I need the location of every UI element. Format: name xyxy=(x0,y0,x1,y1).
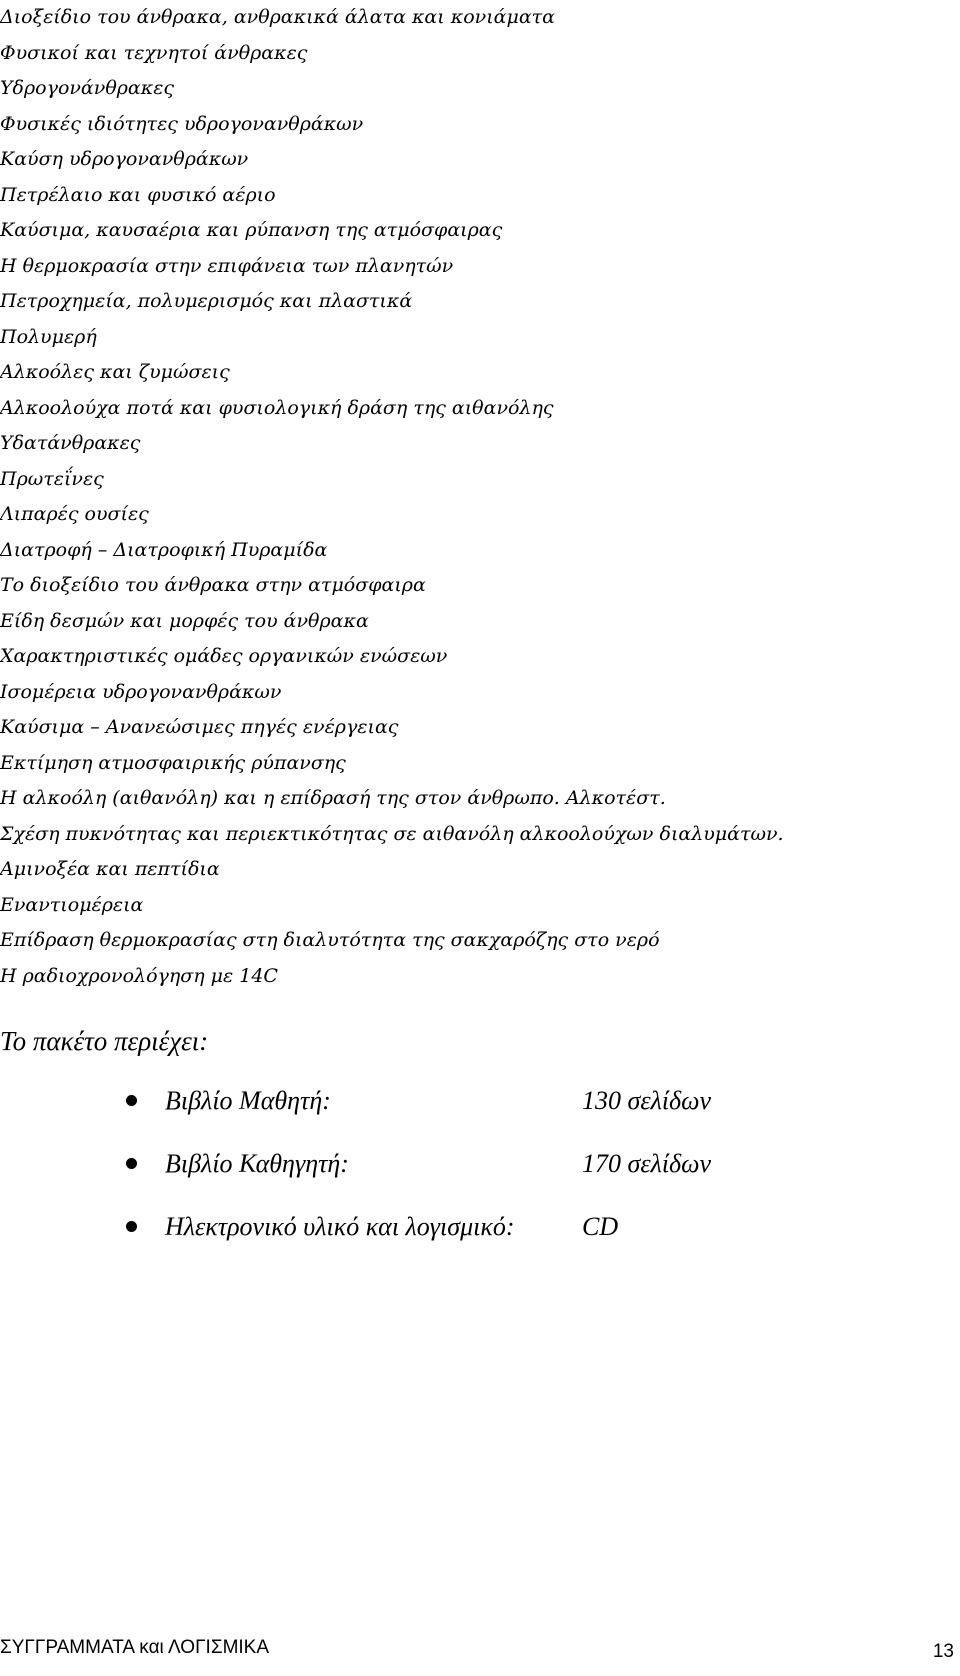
topic-item: Σχέση πυκνότητας και περιεκτικότητας σε αιθανόλη αλκοολούχων διαλυμάτων. xyxy=(0,822,784,845)
package-heading: Το πακέτο περιέχει: xyxy=(0,1026,209,1056)
topic-item: Ισομέρεια υδρογονανθράκων xyxy=(0,680,282,703)
topic-item: Φυσικοί και τεχνητοί άνθρακες xyxy=(0,41,308,64)
topic-item: Λιπαρές ουσίες xyxy=(0,503,149,525)
package-item-value: CD xyxy=(582,1212,619,1241)
package-item-label: Βιβλίο Μαθητή: xyxy=(165,1086,331,1115)
topic-item: Το διοξείδιο του άνθρακα στην ατμόσφαιρα xyxy=(0,574,426,596)
topic-item: Εκτίμηση ατμοσφαιρικής ρύπανσης xyxy=(0,751,346,774)
topic-item: Πολυμερή xyxy=(0,325,97,348)
topic-item: Καύση υδρογονανθράκων xyxy=(0,148,249,170)
topic-item: Χαρακτηριστικές ομάδες οργανικών ενώσεων xyxy=(0,645,448,667)
topic-list xyxy=(0,0,784,994)
topic-item: Πρωτεΐνες xyxy=(0,467,104,490)
topic-item: Πετρέλαιο και φυσικό αέριο xyxy=(0,183,276,206)
package-item-label: Ηλεκτρονικό υλικό και λογισμικό: xyxy=(165,1212,515,1241)
topic-item: Αλκοόλες και ζυμώσεις xyxy=(0,361,230,383)
bullet-icon xyxy=(126,1221,137,1232)
topic-item: Πετροχημεία, πολυμερισμός και πλαστικά xyxy=(0,290,413,312)
topic-item: Αμινοξέα και πεπτίδια xyxy=(0,858,220,880)
topic-item: Φυσικές ιδιότητες υδρογονανθράκων xyxy=(0,112,364,135)
bullet-icon xyxy=(126,1158,137,1169)
page-footer xyxy=(0,1636,960,1676)
package-item-label: Βιβλίο Καθηγητή: xyxy=(165,1149,349,1178)
footer-title: ΣΥΓΓΡΑΜΜΑΤΑ και ΛΟΓΙΣΜΙΚΑ xyxy=(0,1637,270,1658)
topic-item: Διοξείδιο του άνθρακα, ανθρακικά άλατα και κονιάματα xyxy=(0,6,555,28)
topic-item: Υδρογονάνθρακες xyxy=(0,77,175,99)
topic-item: Καύσιμα – Ανανεώσιμες πηγές ενέργειας xyxy=(0,716,399,738)
topic-item: Η θερμοκρασία στην επιφάνεια των πλανητών xyxy=(0,254,454,277)
package-item-value: 170 σελίδων xyxy=(582,1149,712,1178)
package-item-value: 130 σελίδων xyxy=(582,1086,712,1115)
topic-item: Η αλκοόλη (αιθανόλη) και η επίδρασή της στον άνθρωπο. Αλκοτέστ. xyxy=(0,787,666,809)
topic-item: Είδη δεσμών και μορφές του άνθρακα xyxy=(0,609,369,632)
topic-item: Υδατάνθρακες xyxy=(0,432,141,454)
topic-item: Καύσιμα, καυσαέρια και ρύπανση της ατμόσφαιρας xyxy=(0,219,503,241)
bullet-icon xyxy=(126,1095,137,1106)
page-number: 13 xyxy=(932,1641,954,1662)
topic-item: Εναντιομέρεια xyxy=(0,893,144,916)
topic-item: Αλκοολούχα ποτά και φυσιολογική δράση της αιθανόλης xyxy=(0,396,554,419)
topic-item: Διατροφή – Διατροφική Πυραμίδα xyxy=(0,538,328,561)
topic-item: Επίδραση θερμοκρασίας στη διαλυτότητα της σακχαρόζης στο νερό xyxy=(0,929,660,951)
topic-item: Η ραδιοχρονολόγηση με 14C xyxy=(0,964,278,987)
